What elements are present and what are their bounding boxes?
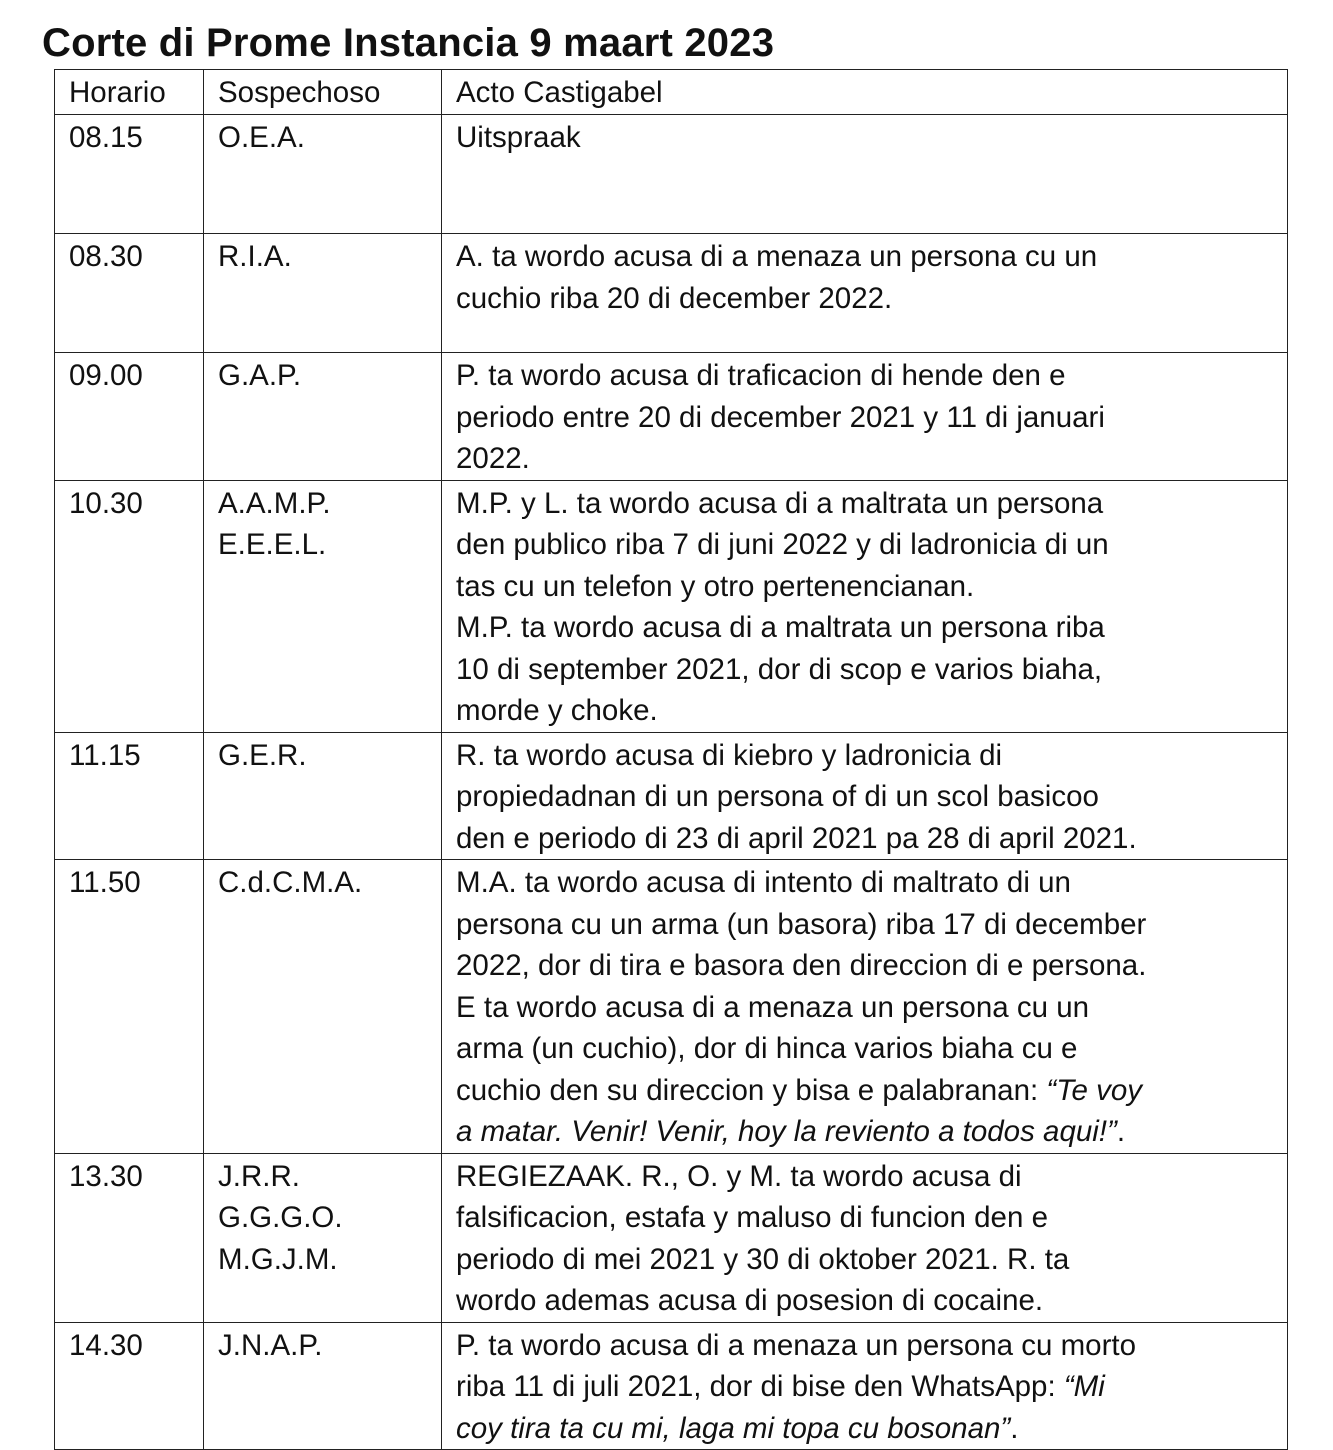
suspect-cell: [204, 353, 442, 481]
table-row: [55, 732, 1288, 860]
act-line-mixed: [456, 1366, 1287, 1408]
act-line: P. ta wordo acusa di a menaza un persona cu morto: [456, 1328, 1136, 1362]
act-line: E ta wordo acusa di a menaza un persona cu un: [456, 990, 1090, 1024]
column-header-time: Horario: [55, 70, 204, 115]
act-line-mixed: [456, 1111, 1287, 1153]
suspect-name: J.R.R.: [218, 1159, 300, 1193]
suspect-name: G.E.R.: [218, 738, 307, 772]
act-line: 10 di september 2021, dor di scop e varios biaha,: [456, 652, 1103, 686]
suspect-name: A.A.M.P.: [218, 486, 331, 520]
time-cell: [55, 1153, 204, 1322]
act-cell: [442, 732, 1288, 860]
suspect-name: M.G.J.M.: [218, 1242, 338, 1276]
time-value: 08.15: [69, 121, 143, 154]
act-line: persona cu un arma (un basora) riba 17 di december: [456, 907, 1147, 941]
act-text: .: [1010, 1411, 1019, 1445]
time-value: 13.30: [69, 1159, 143, 1193]
court-schedule-table: [54, 69, 1288, 1450]
act-line-mixed: [456, 1070, 1287, 1112]
table-row: [55, 860, 1288, 1154]
time-value: 09.00: [69, 359, 143, 392]
suspect-cell: [204, 115, 442, 234]
suspect-cell: [204, 234, 442, 353]
quote-text: “Mi: [1063, 1370, 1105, 1403]
act-line: den publico riba 7 di juni 2022 y di ladronicia di un: [456, 528, 1109, 561]
time-cell: [55, 480, 204, 732]
act-cell: [442, 860, 1288, 1154]
column-header-act: Acto Castigabel: [442, 70, 1288, 115]
act-line: Uitspraak: [456, 121, 581, 154]
suspect-name: G.G.G.O.: [218, 1201, 343, 1234]
quote-text: a matar. Venir! Venir, hoy la reviento a todos aqui!”: [456, 1115, 1117, 1148]
time-value: 11.50: [69, 866, 141, 899]
time-cell: [55, 860, 204, 1154]
quote-text: coy tira ta cu mi, laga mi topa cu bosonan”: [456, 1411, 1011, 1445]
suspect-name: G.A.P.: [218, 359, 302, 392]
table-header-row: [55, 70, 1288, 115]
time-value: 14.30: [69, 1328, 143, 1362]
suspect-cell: [204, 1322, 442, 1450]
quote-text: “Te voy: [1046, 1073, 1143, 1107]
act-line: tas cu un telefon y otro pertenencianan.: [456, 569, 975, 603]
table-row: [55, 480, 1288, 732]
act-line: falsificacion, estafa y maluso di funcion den e: [456, 1201, 1048, 1234]
time-value: 08.30: [69, 240, 143, 273]
time-cell: [55, 115, 204, 234]
act-line: morde y choke.: [456, 694, 658, 727]
act-line: M.A. ta wordo acusa di intento di maltrato di un: [456, 866, 1071, 899]
suspect-name: R.I.A.: [218, 240, 292, 273]
act-line: M.P. ta wordo acusa di a maltrata un persona riba: [456, 611, 1105, 644]
act-text: cuchio den su direccion y bisa e palabranan:: [456, 1073, 1047, 1107]
suspect-cell: [204, 732, 442, 860]
act-line: periodo entre 20 di december 2021 y 11 di januari: [456, 400, 1105, 434]
suspect-cell: [204, 1153, 442, 1322]
act-line: 2022, dor di tira e basora den direccion di e persona.: [456, 949, 1147, 982]
act-line: propiedadnan di un persona of di un scol basicoo: [456, 780, 1099, 813]
act-line: REGIEZAAK. R., O. y M. ta wordo acusa di: [456, 1159, 1022, 1193]
act-line: arma (un cuchio), dor di hinca varios biaha cu e: [456, 1032, 1078, 1065]
act-line: den e periodo di 23 di april 2021 pa 28 di april 2021.: [456, 821, 1137, 855]
time-cell: [55, 234, 204, 353]
time-cell: [55, 1322, 204, 1450]
act-line: 2022.: [456, 442, 530, 475]
act-cell: [442, 115, 1288, 234]
suspect-cell: [204, 860, 442, 1154]
act-line: R. ta wordo acusa di kiebro y ladronicia di: [456, 738, 1003, 772]
act-cell: [442, 353, 1288, 481]
act-line-mixed: [456, 1408, 1287, 1450]
act-cell: [442, 480, 1288, 732]
suspect-name: C.d.C.M.A.: [218, 866, 363, 899]
act-text: .: [1116, 1115, 1126, 1148]
act-cell: [442, 1322, 1288, 1450]
time-cell: [55, 353, 204, 481]
act-line: periodo di mei 2021 y 30 di oktober 2021. R. ta: [456, 1242, 1070, 1276]
act-line: wordo ademas acusa di posesion di cocaine.: [456, 1284, 1044, 1317]
table-row: [55, 353, 1288, 481]
act-line: cuchio riba 20 di december 2022.: [456, 281, 893, 315]
table-row: [55, 234, 1288, 353]
suspect-name: O.E.A.: [218, 121, 305, 154]
act-text: riba 11 di juli 2021, dor di bise den WhatsApp:: [456, 1370, 1064, 1403]
suspect-name: J.N.A.P.: [218, 1328, 323, 1362]
time-cell: [55, 732, 204, 860]
act-line: P. ta wordo acusa di traficacion di hende den e: [456, 359, 1066, 392]
time-value: 11.15: [69, 738, 141, 772]
time-value: 10.30: [69, 486, 143, 520]
suspect-name: E.E.E.L.: [218, 528, 327, 561]
page-title: Corte di Prome Instancia 9 maart 2023: [42, 21, 775, 65]
table-row: [55, 1153, 1288, 1322]
act-line: A. ta wordo acusa di a menaza un persona cu un: [456, 240, 1098, 273]
act-line: M.P. y L. ta wordo acusa di a maltrata un persona: [456, 486, 1104, 520]
act-cell: [442, 234, 1288, 353]
column-header-suspect: Sospechoso: [204, 70, 442, 115]
table-row: [55, 1322, 1288, 1450]
suspect-cell: [204, 480, 442, 732]
act-cell: [442, 1153, 1288, 1322]
table-row: [55, 115, 1288, 234]
